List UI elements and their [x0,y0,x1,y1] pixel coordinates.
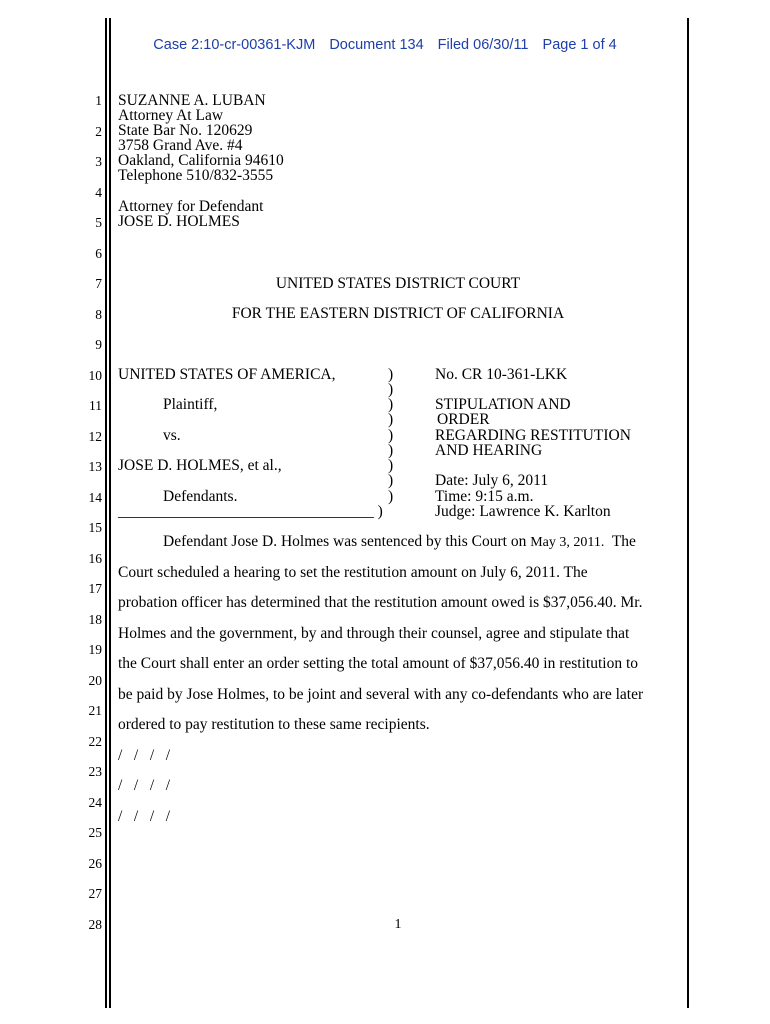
caption-paren: ) [388,366,394,383]
line-number: 28 [88,917,102,932]
attorney-phone: Telephone 510/832-3555 [118,167,274,184]
line-number: 25 [88,825,102,840]
caption-paren: ) [388,381,394,398]
versus-label: vs. [163,427,181,444]
caption-paren: ) [388,427,394,444]
body-line-7: ordered to pay restitution to these same recipients. [118,716,430,733]
attorney-title: Attorney At Law [118,107,224,124]
header-case: Case 2:10-cr-00361-KJM [153,37,316,53]
caption-underline: _________________________________ ) [118,503,383,520]
sentence-date: May 3, 2011. [530,535,605,550]
slash-separator: / / / / [118,808,171,825]
line-number: 9 [95,337,102,352]
line-number: 2 [95,124,102,139]
document-title-line3: REGARDING RESTITUTION [435,427,631,444]
document-title-line4: AND HEARING [435,442,543,459]
caption-paren: ) [388,472,394,489]
attorney-name: SUZANNE A. LUBAN [118,92,266,109]
slash-separator: / / / / [118,747,171,764]
header-filed: Filed 06/30/11 [437,37,529,53]
line-number: 3 [95,154,102,169]
left-margin-rule-inner [109,18,111,1008]
hearing-judge: Judge: Lawrence K. Karlton [435,503,611,520]
line-number: 21 [88,703,102,718]
attorney-client: JOSE D. HOLMES [118,213,240,230]
body-line-6: be paid by Jose Holmes, to be joint and several with any co-defendants who are later [118,686,644,703]
hearing-time: Time: 9:15 a.m. [435,488,534,505]
line-number: 22 [88,734,102,749]
footer-page-number: 1 [394,917,402,932]
header-page: Page 1 of 4 [542,37,617,53]
slash-separator: / / / / [118,777,171,794]
line-number: 20 [88,673,102,688]
body-line-1-text: Defendant Jose D. Holmes was sentenced by this Court on [163,533,531,550]
line-number: 10 [88,368,102,383]
line-number: 11 [89,398,102,413]
line-number: 26 [88,856,102,871]
defendant-label: Defendants. [163,488,238,505]
attorney-address-line1: 3758 Grand Ave. #4 [118,137,243,154]
line-number: 18 [88,612,102,627]
attorney-role: Attorney for Defendant [118,198,264,215]
document-title-line2: ORDER [437,411,490,428]
line-number: 8 [95,307,102,322]
caption-paren: ) [388,488,394,505]
line-number: 23 [88,764,102,779]
line-number: 17 [88,581,102,596]
body-line-2: Court scheduled a hearing to set the restitution amount on July 6, 2011. The [118,564,588,581]
body-line-3: probation officer has determined that the restitution amount owed is $37,056.40. Mr. [118,594,643,611]
court-title-line2: FOR THE EASTERN DISTRICT OF CALIFORNIA [231,305,565,322]
line-number: 5 [95,215,102,230]
attorney-address-line2: Oakland, California 94610 [118,152,284,169]
ecf-header [0,37,770,53]
plaintiff-name: UNITED STATES OF AMERICA, [118,366,336,383]
line-number: 14 [88,490,102,505]
line-number: 13 [88,459,102,474]
body-line-1 [163,533,636,551]
body-line-5: the Court shall enter an order setting the total amount of $37,056.40 in restitution to [118,655,639,672]
line-number: 19 [88,642,102,657]
attorney-bar-number: State Bar No. 120629 [118,122,253,139]
caption-paren: ) [388,411,394,428]
line-number: 27 [88,886,102,901]
court-title-line1: UNITED STATES DISTRICT COURT [275,275,521,292]
body-line-4: Holmes and the government, by and through their counsel, agree and stipulate that [118,625,630,642]
line-number: 6 [95,246,102,261]
left-margin-rule-outer [105,18,107,1008]
body-line-1-end: The [604,533,636,550]
caption-paren: ) [388,442,394,459]
hearing-date: Date: July 6, 2011 [435,472,549,489]
line-number: 7 [95,276,102,291]
case-number: No. CR 10-361-LKK [435,366,568,383]
line-number: 4 [95,185,102,200]
right-margin-rule [687,18,689,1008]
defendant-name: JOSE D. HOLMES, et al., [118,457,282,474]
line-number: 12 [88,429,102,444]
plaintiff-label: Plaintiff, [163,396,218,413]
line-number: 16 [88,551,102,566]
header-document: Document 134 [329,37,424,53]
caption-paren: ) [388,457,394,474]
line-number: 24 [88,795,102,810]
line-number: 1 [95,93,102,108]
line-number: 15 [88,520,102,535]
document-title-line1: STIPULATION AND [435,396,571,413]
caption-paren: ) [388,396,394,413]
